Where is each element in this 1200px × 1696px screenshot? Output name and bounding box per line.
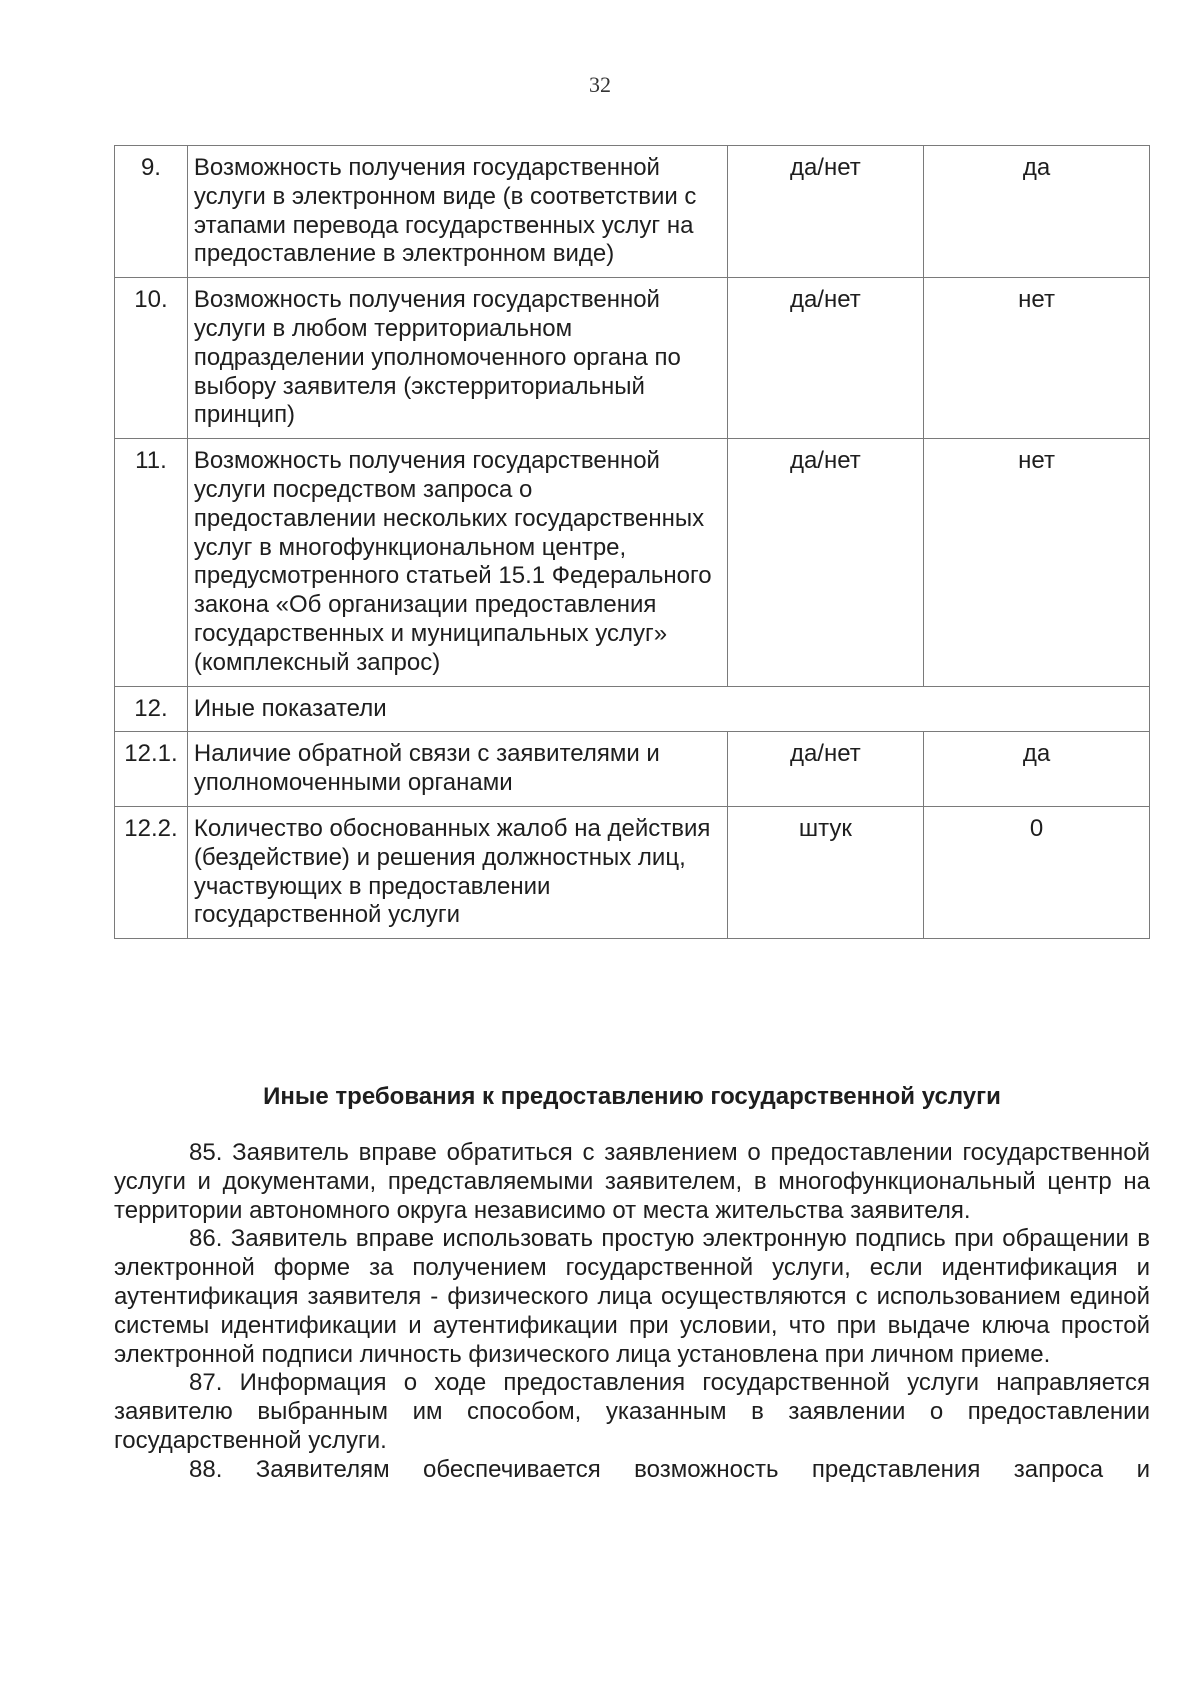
table-row [115, 146, 1150, 278]
paragraph-88: 88. Заявителям обеспечивается возможность представления запроса и [189, 1455, 1150, 1483]
unit-of-measure: да/нет [727, 278, 923, 439]
row-number: 9. [115, 146, 188, 278]
row-number: 12.1. [115, 732, 188, 807]
section-heading: Иные требования к предоставлению государственной услуги [263, 1083, 1001, 1110]
indicator-value: 0 [924, 806, 1150, 938]
indicators-table [114, 145, 1150, 939]
unit-of-measure: да/нет [727, 439, 923, 686]
indicator-value: да [924, 146, 1150, 278]
page-number: 32 [589, 72, 611, 97]
table-row [115, 439, 1150, 686]
indicator-name: Наличие обратной связи с заявителями и уполномоченными органами [187, 732, 727, 807]
unit-of-measure: штук [727, 806, 923, 938]
indicator-name: Количество обоснованных жалоб на действия (бездействие) и решения должностных лиц, участвующих в предоставлении государственной услуги [187, 806, 727, 938]
table-row-group-header [115, 686, 1150, 732]
table-row [115, 732, 1150, 807]
indicator-value: нет [924, 439, 1150, 686]
row-number: 11. [115, 439, 188, 686]
paragraph-87: 87. Информация о ходе предоставления государственной услуги направляется заявителю выбранным им способом, указанным в заявлении о предоставлении государственной услуги. [114, 1369, 1150, 1454]
indicator-value: нет [924, 278, 1150, 439]
unit-of-measure: да/нет [727, 146, 923, 278]
row-number: 12.2. [115, 806, 188, 938]
indicator-name: Возможность получения государственной услуги в любом территориальном подразделении уполномоченного органа по выбору заявителя (экстерриториальный принцип) [187, 278, 727, 439]
body-text [114, 1139, 1150, 1485]
group-heading: Иные показатели [187, 686, 1149, 732]
indicator-value: да [924, 732, 1150, 807]
row-number: 12. [115, 686, 188, 732]
indicator-name: Возможность получения государственной услуги посредством запроса о предоставлении нескольких государственных услуг в многофункциональном центре, предусмотренного статьей 15.1 Федерального закона «Об организации предоставления государственных и муниципальных услуг» (комплексный запрос) [187, 439, 727, 686]
paragraph-86: 86. Заявитель вправе использовать простую электронную подпись при обращении в электронной форме за получением государственной услуги, если идентификация и аутентификация заявителя - физического лица осуществляются с использованием единой системы идентификации и аутентификации при условии, что при выдаче ключа простой электронной подписи личность физического лица установлена при личном приеме. [114, 1225, 1150, 1368]
unit-of-measure: да/нет [727, 732, 923, 807]
indicator-name: Возможность получения государственной услуги в электронном виде (в соответствии с этапами перевода государственных услуг на предоставление в электронном виде) [187, 146, 727, 278]
table-row [115, 278, 1150, 439]
table-row [115, 806, 1150, 938]
row-number: 10. [115, 278, 188, 439]
paragraph-85: 85. Заявитель вправе обратиться с заявлением о предоставлении государственной услуги и документами, представляемыми заявителем, в многофункциональный центр на территории автономного округа независимо от места жительства заявителя. [114, 1139, 1150, 1224]
